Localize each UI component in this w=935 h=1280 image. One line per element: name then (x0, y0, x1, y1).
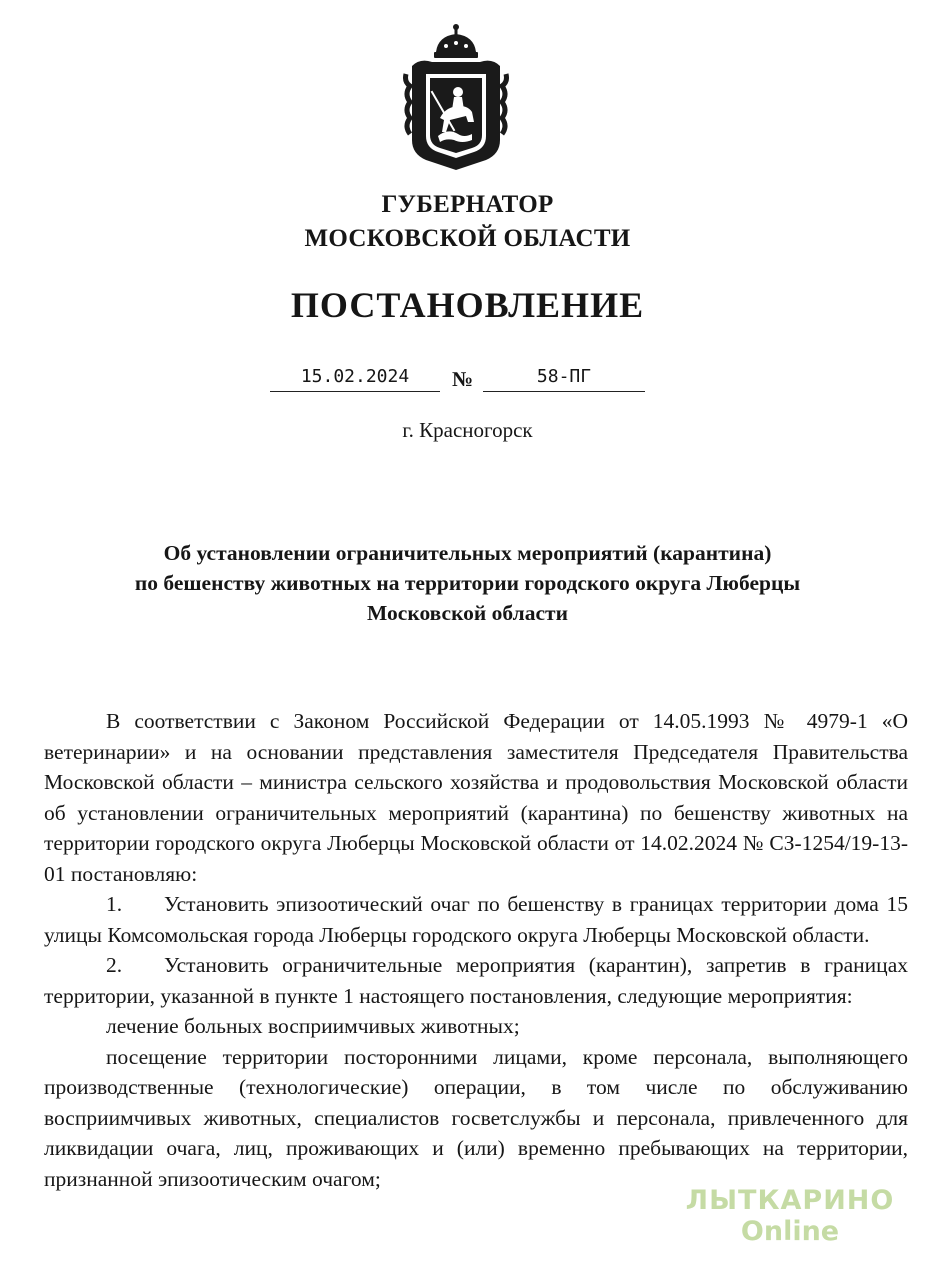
sub-item-2-paragraph: посещение территории посторонними лицами, кроме персонала, выполняющего производственные (технологические) операции, в том числе по обслуживанию восприимчивых животных, специалистов госветслужбы и персонала, привлеченного для ликвидации очага, лиц, проживающих и (или) временно пребывающих на территории, признанной эпизоотическим очагом; (44, 1044, 908, 1191)
sub-item-1-paragraph: лечение больных восприимчивых животных; (106, 1014, 520, 1038)
document-title (0, 538, 935, 628)
item-1-text: Установить эпизоотический очаг по бешенству в границах территории дома 15 улицы Комсомольская города Люберцы городского округа Люберцы Московской области. (44, 892, 908, 947)
date-underline (270, 391, 440, 392)
document-body (44, 706, 908, 1194)
authority-line-2: МОСКОВСКОЙ ОБЛАСТИ (304, 225, 631, 252)
item-1-number: 1. (106, 892, 123, 916)
authority-line-1: ГУБЕРНАТОР (381, 191, 554, 218)
watermark-line-2: Online (740, 1216, 840, 1247)
city: г. Красногорск (402, 418, 533, 442)
document-type: ПОСТАНОВЛЕНИЕ (290, 285, 645, 325)
watermark (660, 1186, 920, 1248)
item-2-number: 2. (106, 953, 123, 977)
document-number: 58-ПГ (536, 366, 592, 387)
title-line-3: Московской области (367, 601, 568, 625)
document-date: 15.02.2024 (300, 366, 410, 387)
number-sign: № (452, 367, 474, 391)
item-1-paragraph (44, 889, 908, 950)
title-line-1: Об установлении ограничительных мероприятий (карантина) (163, 541, 772, 565)
title-line-2: по бешенству животных на территории городского округа Люберцы (134, 571, 801, 595)
preamble-paragraph: В соответствии с Законом Российской Федерации от 14.05.1993 № 4979-1 «О ветеринарии» и на основании представления заместителя Председателя Правительства Московской области – министра сельского хозяйства и продовольствия Московской области об установлении ограничительных мероприятий (карантина) по бешенству животных на территории городского округа Люберцы Московской области от 14.02.2024 № СЗ-1254/19-13-01 постановляю: (44, 709, 908, 886)
item-2-paragraph (44, 950, 908, 1011)
date-number-line (268, 366, 648, 396)
coat-of-arms-icon (402, 22, 510, 172)
authority-heading (0, 188, 935, 256)
watermark-line-1: ЛЫТКАРИНО (685, 1185, 895, 1216)
number-underline (483, 391, 645, 392)
item-2-text: Установить ограничительные мероприятия (карантин), запретив в границах территории, указанной в пункте 1 настоящего постановления, следующие мероприятия: (44, 953, 908, 1008)
